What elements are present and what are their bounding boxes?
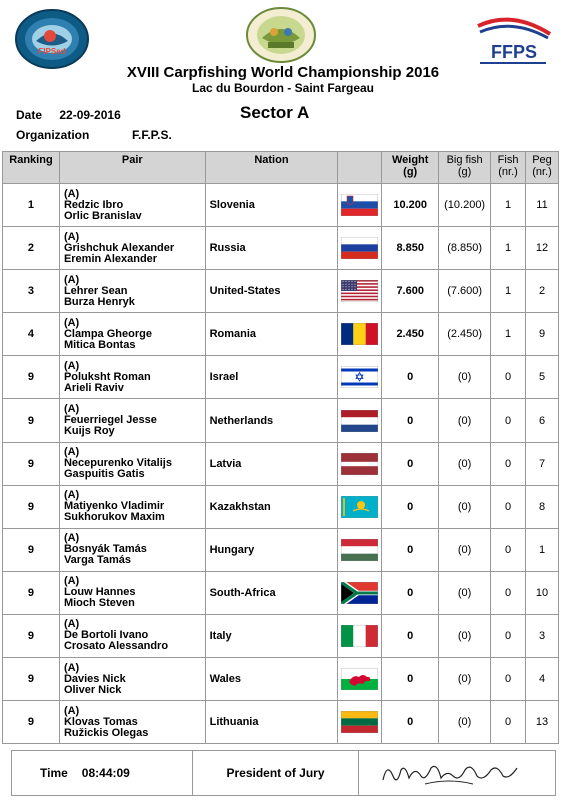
flag-israel-icon: [341, 366, 378, 388]
table-row: [3, 399, 559, 442]
weight-cell: 10.200: [382, 184, 439, 227]
pair-angler-1: Necepurenko Vitalijs: [63, 457, 172, 470]
rank-cell: 9: [3, 356, 60, 399]
nation-cell: Italy: [205, 614, 338, 657]
pair-angler-1: Grishchuk Alexander: [63, 241, 175, 254]
pair-angler-2: Burza Henryk: [63, 295, 135, 308]
flag-hungary-icon: [341, 539, 378, 561]
peg-cell: 6: [526, 399, 559, 442]
peg-cell: 10: [526, 571, 559, 614]
fish-count-cell: 0: [491, 658, 526, 701]
pair-angler-2: Eremin Alexander: [63, 252, 158, 265]
table-row: [3, 614, 559, 657]
bigfish-cell: (0): [439, 528, 491, 571]
weight-cell: 0: [382, 701, 439, 744]
pair-angler-1: Lehrer Sean: [63, 284, 128, 297]
pair-angler-2: Gaspuitis Gatis: [63, 468, 145, 481]
peg-cell: 2: [526, 270, 559, 313]
table-row: [3, 442, 559, 485]
peg-cell: 8: [526, 485, 559, 528]
nation-cell: Slovenia: [205, 184, 338, 227]
weight-cell: 0: [382, 528, 439, 571]
footer-time: [12, 751, 193, 795]
rank-cell: 9: [3, 658, 60, 701]
peg-cell: 1: [526, 528, 559, 571]
pair-angler-1: Louw Hannes: [63, 586, 136, 599]
time-value: 08:44:09: [81, 766, 130, 780]
weight-cell: 7.600: [382, 270, 439, 313]
pair-angler-1: Bosnyák Tamás: [63, 543, 147, 556]
ffps-logo: [472, 8, 554, 70]
pair-cell: [59, 442, 205, 485]
pair-group: (A): [63, 403, 80, 416]
nation-cell: Wales: [205, 658, 338, 701]
fips-logo-text: FIPSed: [38, 47, 66, 56]
pair-angler-1: De Bortoli Ivano: [63, 629, 149, 642]
nation-cell: Lithuania: [205, 701, 338, 744]
col-bigfish: [439, 152, 491, 184]
bigfish-cell: (0): [439, 485, 491, 528]
flag-southafrica-icon: [341, 582, 378, 604]
pair-cell: [59, 313, 205, 356]
organization-row: [16, 128, 172, 142]
rank-cell: 9: [3, 399, 60, 442]
pair-angler-1: Davies Nick: [63, 672, 126, 685]
rank-cell: 9: [3, 442, 60, 485]
fish-count-cell: 0: [491, 571, 526, 614]
results-table: [2, 151, 559, 744]
flag-cell: [338, 184, 382, 227]
col-bigfish-label: Big fish: [446, 154, 483, 166]
bigfish-cell: (0): [439, 399, 491, 442]
pair-angler-2: Arieli Raviv: [63, 381, 124, 394]
jury-signature-cell: [359, 751, 555, 795]
fish-count-cell: 0: [491, 356, 526, 399]
pair-angler-2: Sukhorukov Maxim: [63, 511, 165, 524]
flag-cell: [338, 313, 382, 356]
col-fish-label: Fish: [497, 154, 519, 166]
pair-group: (A): [63, 532, 80, 545]
table-row: [3, 270, 559, 313]
president-of-jury-label: President of Jury: [193, 751, 359, 795]
nation-cell: Russia: [205, 227, 338, 270]
pair-angler-2: Crosato Alessandro: [63, 640, 169, 653]
time-label: Time: [40, 766, 68, 780]
weight-cell: 2.450: [382, 313, 439, 356]
pair-cell: [59, 227, 205, 270]
flag-cell: [338, 270, 382, 313]
flag-cell: [338, 485, 382, 528]
sector-title: Sector A: [240, 103, 310, 122]
table-row: [3, 571, 559, 614]
rank-cell: 9: [3, 701, 60, 744]
organization-label: Organization: [16, 128, 90, 142]
rank-cell: 9: [3, 528, 60, 571]
bigfish-cell: (0): [439, 571, 491, 614]
weight-cell: 0: [382, 442, 439, 485]
fish-count-cell: 0: [491, 485, 526, 528]
peg-cell: 7: [526, 442, 559, 485]
table-row: [3, 184, 559, 227]
col-flag: [338, 152, 382, 184]
pair-angler-1: Poluksht Roman: [63, 370, 151, 383]
pair-group: (A): [63, 359, 80, 372]
page-subtitle: Lac du Bourdon - Saint Fargeau: [191, 81, 374, 95]
col-ranking: Ranking: [3, 152, 60, 184]
pair-group: (A): [63, 575, 80, 588]
rank-cell: 9: [3, 485, 60, 528]
pair-cell: [59, 184, 205, 227]
flag-lithuania-icon: [341, 711, 378, 733]
weight-cell: 0: [382, 399, 439, 442]
bigfish-cell: (0): [439, 356, 491, 399]
bigfish-cell: (7.600): [439, 270, 491, 313]
flag-cell: [338, 701, 382, 744]
rank-cell: 1: [3, 184, 60, 227]
nation-cell: Kazakhstan: [205, 485, 338, 528]
table-row: [3, 356, 559, 399]
ffps-logo-text: FFPS: [490, 42, 538, 62]
table-row: [3, 227, 559, 270]
table-row: [3, 485, 559, 528]
rank-cell: 4: [3, 313, 60, 356]
nation-cell: Hungary: [205, 528, 338, 571]
pair-group: (A): [63, 230, 80, 243]
date-row: [16, 108, 121, 122]
rank-cell: 3: [3, 270, 60, 313]
pair-group: (A): [63, 316, 80, 329]
peg-cell: 12: [526, 227, 559, 270]
nation-cell: Netherlands: [205, 399, 338, 442]
weight-cell: 0: [382, 485, 439, 528]
flag-cell: [338, 528, 382, 571]
pair-cell: [59, 571, 205, 614]
peg-cell: 3: [526, 614, 559, 657]
flag-romania-icon: [341, 323, 378, 345]
col-nation: Nation: [205, 152, 338, 184]
pair-group: (A): [63, 446, 80, 459]
pair-angler-2: Varga Tamás: [63, 554, 131, 567]
peg-cell: 9: [526, 313, 559, 356]
table-row: [3, 313, 559, 356]
nation-cell: Israel: [205, 356, 338, 399]
bigfish-cell: (0): [439, 614, 491, 657]
weight-cell: 0: [382, 614, 439, 657]
weight-cell: 0: [382, 658, 439, 701]
flag-cell: [338, 356, 382, 399]
col-peg-label: Peg: [532, 154, 552, 166]
flag-latvia-icon: [341, 453, 378, 475]
pair-cell: [59, 356, 205, 399]
pair-group: (A): [63, 489, 80, 502]
flag-cell: [338, 399, 382, 442]
pair-angler-1: Redzic Ibro: [63, 198, 124, 211]
pair-angler-1: Klovas Tomas: [63, 715, 138, 728]
fish-count-cell: 1: [491, 227, 526, 270]
flag-usa-icon: [341, 280, 378, 302]
col-fish: [491, 152, 526, 184]
bigfish-cell: (0): [439, 442, 491, 485]
pair-angler-1: Matiyenko Vladimir: [63, 500, 165, 513]
pair-group: (A): [63, 704, 80, 717]
peg-cell: 11: [526, 184, 559, 227]
pair-angler-2: Orlic Branislav: [63, 209, 142, 222]
table-row: [3, 701, 559, 744]
rank-cell: 9: [3, 571, 60, 614]
table-header-row: [3, 152, 559, 184]
flag-russia-icon: [341, 237, 378, 259]
col-peg: [526, 152, 559, 184]
date-value: 22-09-2016: [59, 108, 121, 122]
peg-cell: 5: [526, 356, 559, 399]
flag-netherlands-icon: [341, 410, 378, 432]
weight-cell: 8.850: [382, 227, 439, 270]
fish-count-cell: 0: [491, 399, 526, 442]
pair-cell: [59, 270, 205, 313]
table-row: [3, 658, 559, 701]
flag-kazakhstan-icon: [341, 496, 378, 518]
fish-count-cell: 0: [491, 442, 526, 485]
footer-box: [11, 750, 556, 796]
rank-cell: 2: [3, 227, 60, 270]
flag-cell: [338, 658, 382, 701]
bigfish-cell: (2.450): [439, 313, 491, 356]
nation-cell: South-Africa: [205, 571, 338, 614]
pair-group: (A): [63, 618, 80, 631]
weight-cell: 0: [382, 571, 439, 614]
pair-group: (A): [63, 661, 80, 674]
pair-angler-1: Clampa Gheorge: [63, 327, 152, 340]
pair-cell: [59, 614, 205, 657]
table-row: [3, 528, 559, 571]
bigfish-cell: (0): [439, 701, 491, 744]
fish-count-cell: 0: [491, 701, 526, 744]
peg-cell: 4: [526, 658, 559, 701]
col-peg-unit: (nr.): [532, 166, 552, 178]
col-weight-unit: (g): [403, 166, 418, 178]
pair-cell: [59, 658, 205, 701]
col-weight-label: Weight: [391, 154, 429, 166]
col-fish-unit: (nr.): [498, 166, 518, 178]
fish-count-cell: 0: [491, 528, 526, 571]
organization-value: F.F.P.S.: [132, 128, 172, 142]
nation-cell: Romania: [205, 313, 338, 356]
pair-angler-2: Oliver Nick: [63, 683, 122, 696]
bigfish-cell: (10.200): [439, 184, 491, 227]
bigfish-cell: (0): [439, 658, 491, 701]
pair-cell: [59, 485, 205, 528]
flag-wales-icon: [341, 668, 378, 690]
page-title: XVIII Carpfishing World Championship 2016: [126, 64, 440, 81]
nation-cell: Latvia: [205, 442, 338, 485]
flag-slovenia-icon: [341, 194, 378, 216]
fish-count-cell: 1: [491, 184, 526, 227]
flag-cell: [338, 442, 382, 485]
pair-angler-2: Mioch Steven: [63, 597, 135, 610]
pair-angler-1: Feuerriegel Jesse: [63, 414, 157, 427]
pair-angler-2: Ružickis Olegas: [63, 726, 149, 739]
date-label: Date: [16, 108, 43, 122]
fish-count-cell: 0: [491, 614, 526, 657]
col-bigfish-unit: (g): [457, 166, 472, 178]
pair-cell: [59, 701, 205, 744]
pair-angler-2: Kuijs Roy: [63, 425, 115, 438]
pair-cell: [59, 399, 205, 442]
flag-cell: [338, 227, 382, 270]
fish-count-cell: 1: [491, 313, 526, 356]
flag-cell: [338, 614, 382, 657]
bigfish-cell: (8.850): [439, 227, 491, 270]
col-pair: Pair: [59, 152, 205, 184]
nation-cell: United-States: [205, 270, 338, 313]
championship-logo: [244, 6, 318, 64]
fips-logo: [14, 8, 90, 70]
weight-cell: 0: [382, 356, 439, 399]
pair-cell: [59, 528, 205, 571]
rank-cell: 9: [3, 614, 60, 657]
pair-group: (A): [63, 273, 80, 286]
pair-group: (A): [63, 187, 80, 200]
pair-angler-2: Mitica Bontas: [63, 338, 136, 351]
fish-count-cell: 1: [491, 270, 526, 313]
flag-cell: [338, 571, 382, 614]
flag-italy-icon: [341, 625, 378, 647]
peg-cell: 13: [526, 701, 559, 744]
jury-signature: [379, 756, 529, 790]
col-weight: [382, 152, 439, 184]
